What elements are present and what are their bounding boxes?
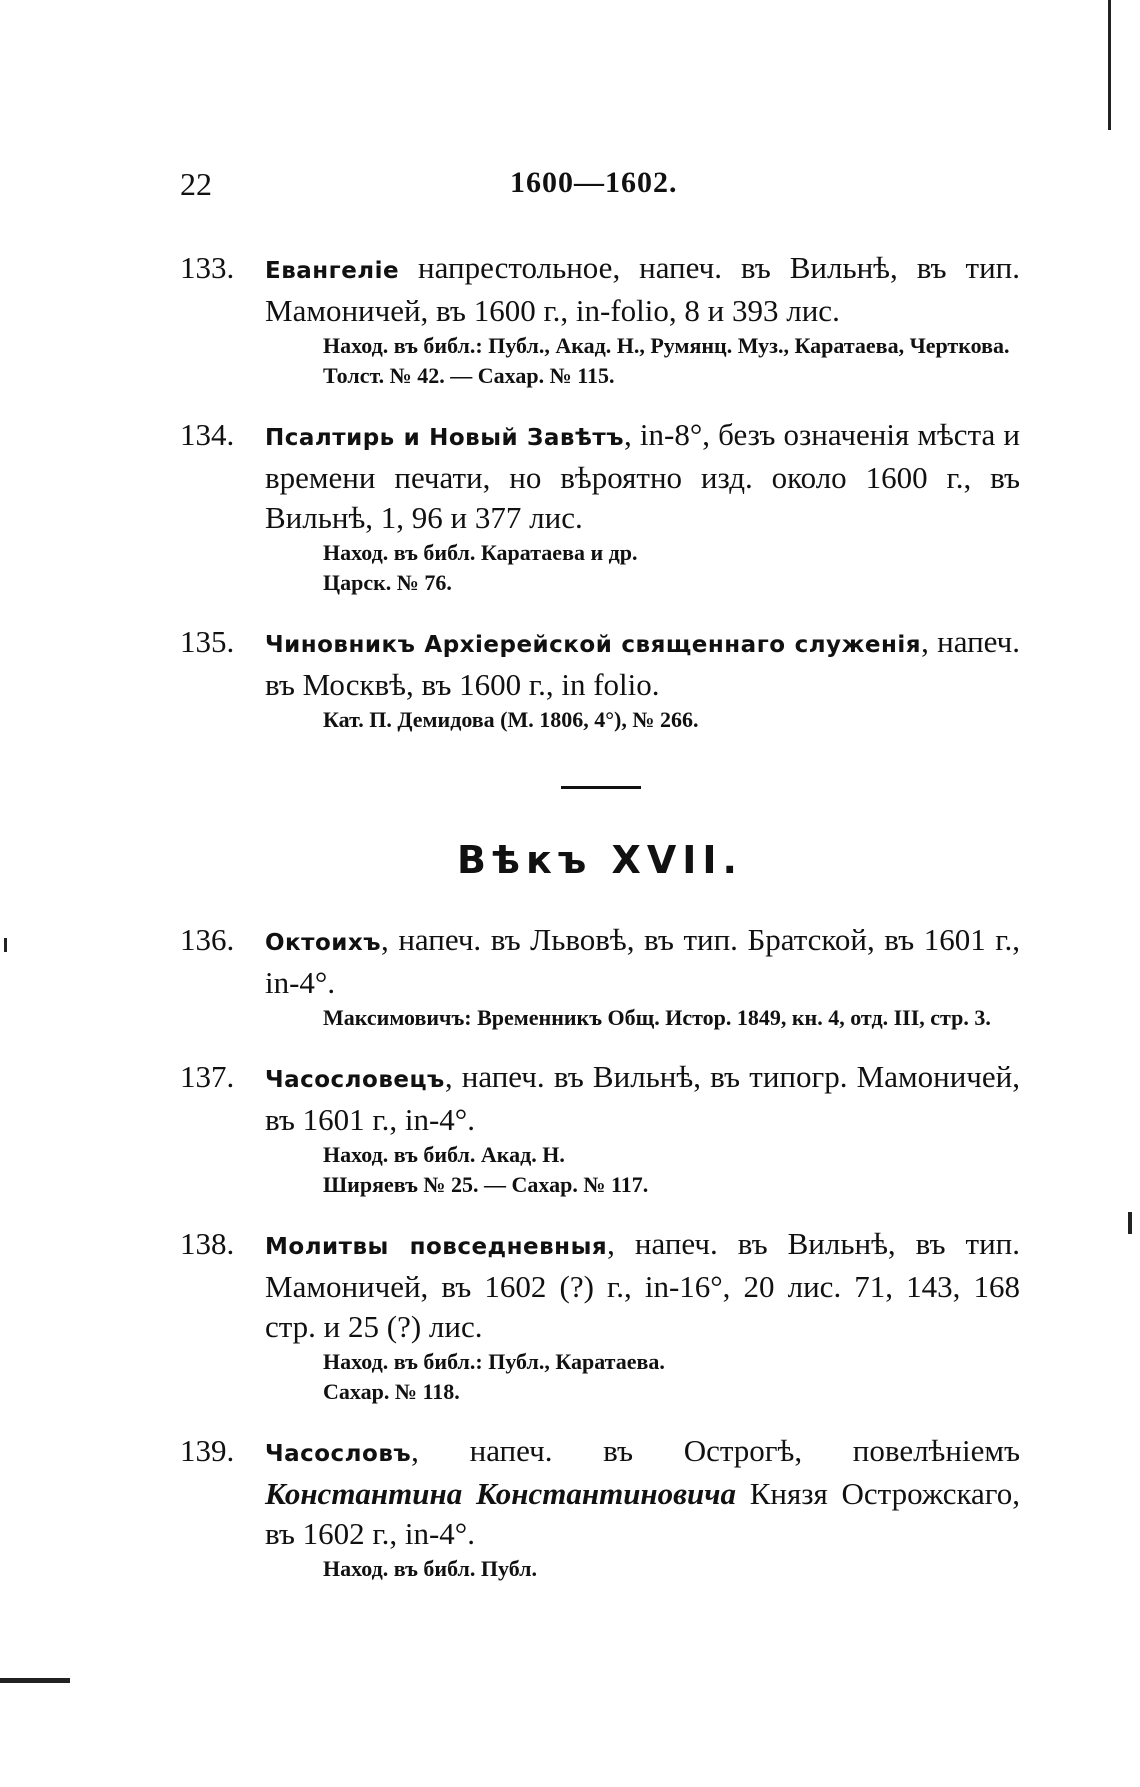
scan-mark	[1128, 1212, 1132, 1234]
entry-135	[180, 622, 1020, 735]
entry-description: , напеч. въ Вильнѣ, въ типогр. Мамоничей, въ 1601 г., in-4°.	[265, 1059, 1020, 1137]
entry-number: 133.	[180, 250, 235, 285]
entry-number: 135.	[180, 624, 235, 659]
entry-text	[265, 248, 1020, 331]
entry-note: Наход. въ библ. Акад. Н.	[323, 1142, 565, 1167]
entry-description: напрестольное, напеч. въ Вильнѣ, въ тип. Мамоничей, въ 1600 г., in-folio, 8 и 393 лис.	[265, 250, 1020, 328]
entry-note: Царск. № 76.	[323, 570, 452, 595]
page-number: 22	[180, 166, 212, 202]
entry-number: 139.	[180, 1433, 235, 1468]
entry-note: Кат. П. Демидова (М. 1806, 4°), № 266.	[323, 707, 699, 732]
entry-description: , напеч. въ Москвѣ, въ 1600 г., in folio.	[265, 624, 1020, 702]
entry-description: Князя Острожскаго, въ 1602 г., in-4°.	[265, 1476, 1020, 1551]
entry-description: , напеч. въ Львовѣ, въ тип. Братской, въ 1601 г., in-4°.	[265, 922, 1020, 1000]
entry-note: Максимовичъ: Временникъ Общ. Истор. 1849, кн. 4, отд. III, стр. 3.	[323, 1005, 991, 1030]
entries-bottom	[180, 920, 1020, 1602]
entry-text	[265, 1431, 1020, 1554]
entry-133	[180, 248, 1020, 391]
entry-137	[180, 1057, 1020, 1200]
section-divider	[561, 786, 641, 789]
entry-title: Чиновникъ Архіерейской священнаго служенія	[265, 632, 922, 658]
entry-number: 136.	[180, 922, 235, 957]
entry-italic-name: Константина Константиновича	[265, 1476, 737, 1511]
entry-description: , напеч. въ Острогѣ, повелѣніемъ	[411, 1433, 1020, 1468]
entry-description: , напеч. въ Вильнѣ, въ тип. Мамоничей, въ 1602 (?) г., in-16°, 20 лис. 71, 143, 168 стр. и 25 (?) лис.	[265, 1226, 1020, 1344]
entry-note: Наход. въ библ. Каратаева и др.	[323, 540, 638, 565]
entry-number: 137.	[180, 1059, 235, 1094]
entry-138	[180, 1224, 1020, 1407]
entry-title: Молитвы повседневныя	[265, 1234, 608, 1260]
entries-top	[180, 248, 1020, 753]
entry-text	[265, 415, 1020, 538]
entry-title: Псалтирь и Новый Завѣтъ	[265, 425, 625, 451]
page-header	[180, 166, 1020, 206]
scan-mark	[4, 938, 7, 952]
entry-note: Наход. въ библ.: Публ., Акад. Н., Румянц. Муз., Каратаева, Черткова.	[323, 333, 1010, 358]
entry-note: Сахар. № 118.	[323, 1379, 460, 1404]
scan-mark	[1108, 0, 1111, 130]
entry-note: Толст. № 42. — Сахар. № 115.	[323, 363, 615, 388]
entry-134	[180, 415, 1020, 598]
entry-note: Наход. въ библ. Публ.	[323, 1556, 538, 1581]
entry-number: 138.	[180, 1226, 235, 1261]
entry-text	[265, 622, 1020, 705]
entry-title: Евангеліе	[265, 258, 400, 284]
entry-title: Часословъ	[265, 1441, 412, 1467]
entry-139	[180, 1431, 1020, 1584]
entry-136	[180, 920, 1020, 1033]
running-head: 1600—1602.	[510, 166, 678, 199]
entry-title: Часословецъ	[265, 1067, 445, 1093]
entry-text	[265, 920, 1020, 1003]
entry-number: 134.	[180, 417, 235, 452]
entry-note: Ширяевъ № 25. — Сахар. № 117.	[323, 1172, 649, 1197]
entry-title: Октоихъ	[265, 930, 382, 956]
entry-text	[265, 1057, 1020, 1140]
entry-note: Наход. въ библ.: Публ., Каратаева.	[323, 1349, 665, 1374]
entry-description: , in-8°, безъ означенія мѣста и времени печати, но вѣроятно изд. около 1600 г., въ Вильнѣ, 1, 96 и 377 лис.	[265, 417, 1020, 535]
scan-mark	[0, 1678, 70, 1683]
section-heading: Вѣкъ XVII.	[457, 838, 743, 882]
entry-text	[265, 1224, 1020, 1347]
